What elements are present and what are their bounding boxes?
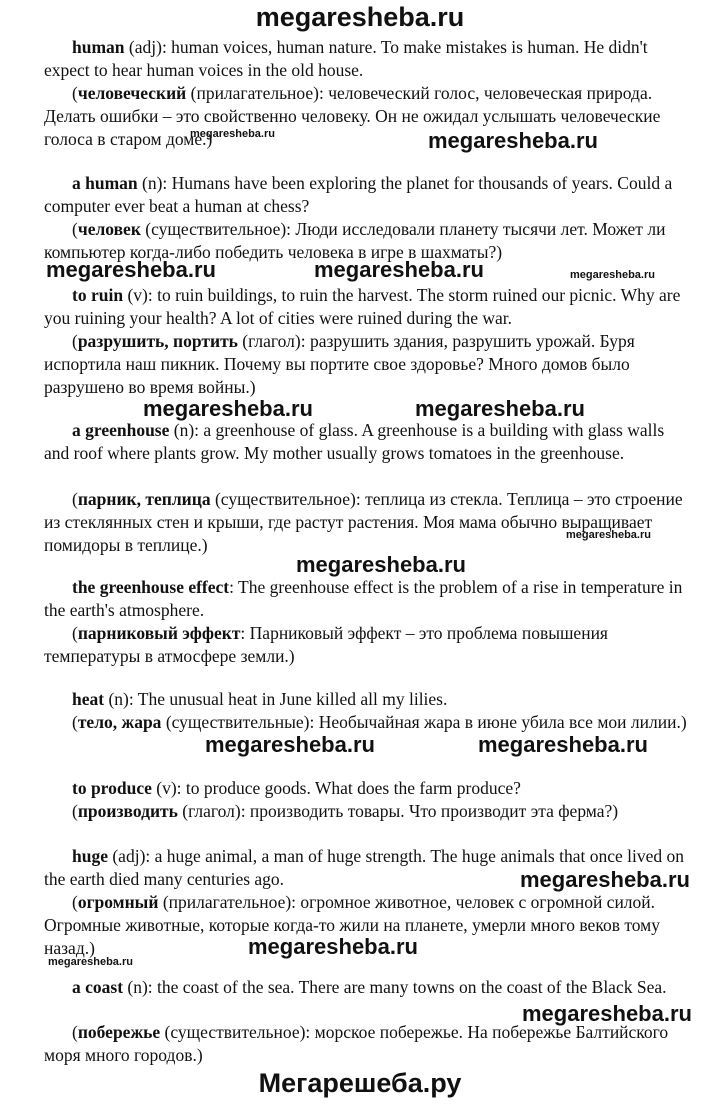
watermark: megaresheba.ru: [190, 128, 275, 140]
watermark: megaresheba.ru: [478, 732, 648, 757]
entry-term: a human: [72, 173, 138, 193]
entry-en: [44, 688, 692, 711]
entry-ru: (производить (глагол): производить товары. Что производит эта ферма?): [72, 801, 619, 821]
entry-ru: (огромный (прилагательное): огромное животное, человек с огромной силой. Огромные животные, которые когда-то жили на планете, умерли много веков тому назад.): [44, 892, 660, 958]
entry-term: производить: [77, 801, 178, 821]
entry-text: (adj): a huge animal, a man of huge strength. The huge animals that once lived on the earth died many centuries ago.: [44, 846, 685, 889]
entry-term: побережье: [77, 1022, 161, 1042]
watermark: megaresheba.ru: [428, 128, 598, 153]
entry-text: (глагол): разрушить здания, разрушить урожай. Буря испортила наш пикник. Почему вы портите свое здоровье? Много домов было разрушено во время войны.): [44, 331, 635, 397]
entry-term: heat: [72, 689, 105, 709]
entry-text: (существительное): теплица из стекла. Теплица – это строение из стеклянных стен и крыши, где растут растения. Моя мама обычно выращивает помидоры в теплице.): [44, 489, 683, 555]
entry-en: [44, 777, 692, 800]
entry-term: парниковый эффект: [77, 623, 241, 643]
header-watermark: megaresheba.ru: [255, 2, 465, 32]
watermark: megaresheba.ru: [46, 257, 216, 282]
watermark: megaresheba.ru: [314, 257, 484, 282]
entry-text: (прилагательное): человеческий голос, человеческая природа. Делать ошибки – это свойственно человеку. Он не ожидал услышать человеческие голоса в старом доме.): [44, 83, 661, 149]
entry-text: (adj): human voices, human nature. To make mistakes is human. He didn't expect to hear human voices in the old house.: [44, 37, 648, 80]
entry-ru: (парник, теплица (существительное): теплица из стекла. Теплица – это строение из стеклянных стен и крыши, где растут растения. Моя мама обычно выращивает помидоры в теплице.): [44, 489, 683, 555]
watermark: megaresheba.ru: [48, 956, 133, 968]
watermark: megaresheba.ru: [296, 552, 466, 577]
entry-term: to produce: [72, 778, 152, 798]
entry-term: huge: [72, 846, 108, 866]
entry-en: [44, 36, 692, 82]
entry-term: тело, жара: [77, 712, 162, 732]
entry-en: [44, 284, 692, 330]
watermark: megaresheba.ru: [522, 1001, 692, 1026]
entry-text: (n): The unusual heat in June killed all my lilies.: [104, 689, 448, 709]
entry-term: to ruin: [72, 285, 124, 305]
entry-text: (существительное): морское побережье. На побережье Балтийского моря много городов.): [44, 1022, 669, 1065]
entry-term: a coast: [72, 977, 124, 997]
entry-term: the greenhouse effect: [72, 577, 230, 597]
watermark: megaresheba.ru: [520, 867, 690, 892]
entry-text: (n): the coast of the sea. There are many towns on the coast of the Black Sea.: [123, 977, 667, 997]
watermark: megaresheba.ru: [205, 732, 375, 757]
footer-watermark: Мегарешеба.ру: [258, 1068, 462, 1098]
entry-ru: (побережье (существительное): морское побережье. На побережье Балтийского моря много городов.): [44, 1022, 669, 1065]
entry-text: (существительные): Необычайная жара в июне убила все мои лилии.): [161, 712, 687, 732]
entry-en: [44, 419, 692, 465]
entry-ru: (человеческий (прилагательное): человеческий голос, человеческая природа. Делать ошибки – это свойственно человеку. Он не ожидал услышать человеческие голоса в старом доме.): [44, 83, 661, 149]
entry-en: [44, 172, 692, 218]
entry-text: (n): Humans have been exploring the planet for thousands of years. Could a computer ever beat a human at chess?: [44, 173, 673, 216]
entry-term: человеческий: [77, 83, 187, 103]
entry-term: разрушить, портить: [77, 331, 238, 351]
entry-en: [44, 976, 692, 999]
entry-term: human: [72, 37, 125, 57]
watermark: megaresheba.ru: [415, 396, 585, 421]
watermark: megaresheba.ru: [143, 396, 313, 421]
entry-term: парник, теплица: [77, 489, 211, 509]
entry-ru: (разрушить, портить (глагол): разрушить здания, разрушить урожай. Буря испортила наш пикник. Почему вы портите свое здоровье? Много домов было разрушено во время войны.): [44, 331, 635, 397]
entry-term: человек: [77, 219, 141, 239]
entry-text: : The greenhouse effect is the problem of a rise in temperature in the earth's atmosphere.: [44, 577, 683, 620]
watermark: megaresheba.ru: [248, 934, 418, 959]
entry-term: огромный: [77, 892, 159, 912]
watermark: megaresheba.ru: [566, 529, 651, 541]
entry-ru: (тело, жара (существительные): Необычайная жара в июне убила все мои лилии.): [72, 712, 687, 732]
entry-text: (прилагательное): огромное животное, человек с огромной силой. Огромные животные, которые когда-то жили на планете, умерли много веков тому назад.): [44, 892, 660, 958]
entry-ru: (человек (существительное): Люди исследовали планету тысячи лет. Может ли компьютер когда-либо победить человека в игре в шахматы?): [44, 219, 666, 262]
entry-text: (n): a greenhouse of glass. A greenhouse is a building with glass walls and roof where plants grow. My mother usually grows tomatoes in the greenhouse.: [44, 420, 665, 463]
entry-term: a greenhouse: [72, 420, 170, 440]
entry-text: (глагол): производить товары. Что производит эта ферма?): [177, 801, 619, 821]
entry-text: (существительное): Люди исследовали планету тысячи лет. Может ли компьютер когда-либо победить человека в игре в шахматы?): [44, 219, 666, 262]
entry-en: [44, 576, 692, 622]
entry-text: (v): to produce goods. What does the farm produce?: [151, 778, 521, 798]
entry-text: : Парниковый эффект – это проблема повышения температуры в атмосфере земли.): [44, 623, 608, 666]
watermark: megaresheba.ru: [570, 269, 655, 281]
entry-ru: (парниковый эффект: Парниковый эффект – это проблема повышения температуры в атмосфере земли.): [44, 623, 608, 666]
entry-text: (v): to ruin buildings, to ruin the harvest. The storm ruined our picnic. Why are you ruining your health? A lot of cities were ruined during the war.: [44, 285, 681, 328]
